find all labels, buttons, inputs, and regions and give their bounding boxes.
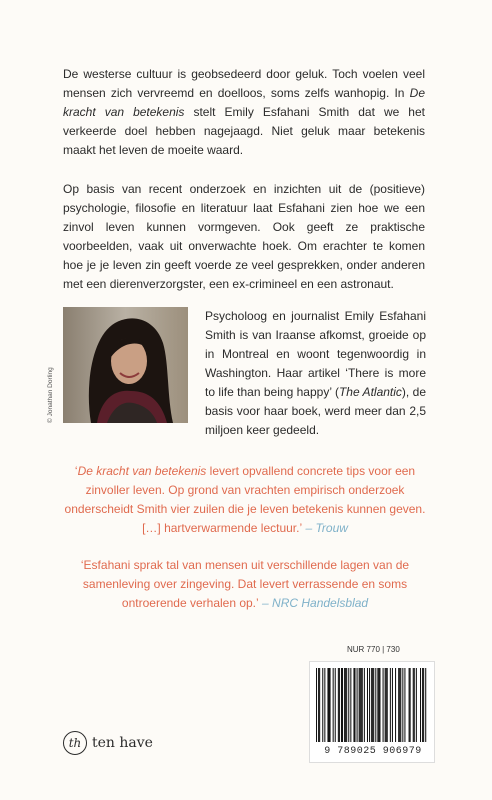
barcode-bar [350, 668, 351, 742]
barcode-bar [385, 668, 386, 742]
barcode-bar [420, 668, 421, 742]
barcode-bar [333, 668, 334, 742]
barcode-bar [322, 668, 323, 742]
barcode-bar [328, 668, 329, 742]
barcode-bar [422, 668, 423, 742]
barcode-bar [371, 668, 372, 742]
barcode-bar [409, 668, 410, 742]
barcode-bar [359, 668, 360, 742]
barcode-bar [413, 668, 414, 742]
barcode-bar [330, 668, 331, 742]
barcode-bar [378, 668, 379, 742]
quote-source: – Trouw [302, 521, 348, 535]
book-title-inline: De kracht van betekenis [63, 86, 425, 119]
barcode-bar [377, 668, 378, 742]
barcode-bar [344, 668, 345, 742]
barcode-bar [390, 668, 391, 742]
quote-source: – NRC Handelsblad [258, 596, 369, 610]
barcode-bar [399, 668, 400, 742]
barcode-bar [341, 668, 342, 742]
barcode-bar [324, 668, 325, 742]
barcode-bar [400, 668, 401, 742]
barcode-bar [386, 668, 387, 742]
barcode-bar [404, 668, 405, 742]
barcode-bar [357, 668, 358, 742]
barcode-bar [364, 668, 365, 742]
barcode-bar [372, 668, 373, 742]
barcode-bar [335, 668, 336, 742]
barcode-bar [348, 668, 349, 742]
barcode-bar [362, 668, 363, 742]
review-quote-nrc: ‘Esfahani sprak tal van mensen uit verschillende lagen van de samenleving over zingeving. Dat levert verrassende en soms ontroerende verhalen op.’ – NRC Handelsblad [80, 558, 410, 610]
photo-credit: © Jonathan Dorling [47, 367, 54, 423]
barcode-bar [414, 668, 415, 742]
barcode-bar [398, 668, 399, 742]
barcode-bar [375, 668, 376, 742]
barcode-bar [387, 668, 388, 742]
barcode-bar [425, 668, 426, 742]
barcode-bar [361, 668, 362, 742]
barcode-bar [354, 668, 355, 742]
barcode-bar [395, 668, 396, 742]
barcode-bar [392, 668, 393, 742]
barcode-bar [383, 668, 384, 742]
barcode-bar [423, 668, 424, 742]
barcode-bar [319, 668, 320, 742]
author-bio: Psycholoog en journalist Emily Esfahani Smith is van Iraanse afkomst, groeide op in Montreal en woont tegenwoordig in Washington. Haar artikel ‘There is more to life than being happy’ (The Atlantic), de basis voor haar boek, werd meer dan 2,5 miljoen keer gedeeld. [205, 309, 426, 437]
description-paragraph-2: Op basis van recent onderzoek en inzichten uit de (positieve) psychologie, filosofie en literatuur laat Esfahani zien hoe we een zinvol leven kunnen vormgeven. Ook geeft ze praktische voorbeelden, vaak uit onverwachte hoek. Om erachter te komen hoe je je leven zin geeft voerde ze veel gesprekken, onder anderen met een dierenverzorgster, een ex-crimineel en een astronaut. [63, 182, 425, 291]
publisher-name: ten have [92, 735, 153, 751]
publisher-mark-icon: th [63, 731, 87, 755]
barcode-bar [316, 668, 317, 742]
barcode-bars [310, 662, 434, 746]
barcode-bar [353, 668, 354, 742]
nur-code: NUR 770 | 730 [347, 645, 400, 654]
publisher-logo [63, 731, 153, 755]
barcode-bar [410, 668, 411, 742]
barcode-bar [345, 668, 346, 742]
barcode-bar [402, 668, 403, 742]
barcode-bar [416, 668, 417, 742]
barcode-bar [338, 668, 339, 742]
barcode-bar [339, 668, 340, 742]
barcode-bar [318, 668, 319, 742]
barcode-bar [360, 668, 361, 742]
review-quote-trouw: ‘De kracht van betekenis levert opvallend concrete tips voor een zinvoller leven. Op grond van vrachten empirisch onderzoek onderscheidt Smith vier zuilen die je leven betekenis kunnen geven. […] hartverwarmende lectuur.’ – Trouw [64, 464, 426, 535]
author-photo [63, 307, 188, 423]
description-paragraph-1: De westerse cultuur is geobsedeerd door geluk. Toch voelen veel mensen zich vervreemd en doelloos, soms zelfs wanhopig. In De kracht van betekenis stelt Emily Esfahani Smith dat we het verkeerde doel hebben nagejaagd. Niet geluk maar betekenis maakt het leven de moeite waard. [63, 67, 425, 157]
barcode-bar [327, 668, 328, 742]
barcode-bar [379, 668, 380, 742]
barcode-bar [342, 668, 343, 742]
barcode-bar [369, 668, 370, 742]
barcode-bar [346, 668, 347, 742]
barcode-bar [373, 668, 374, 742]
isbn-number: 9 789025 906979 [324, 746, 422, 757]
barcode-bar [367, 668, 368, 742]
